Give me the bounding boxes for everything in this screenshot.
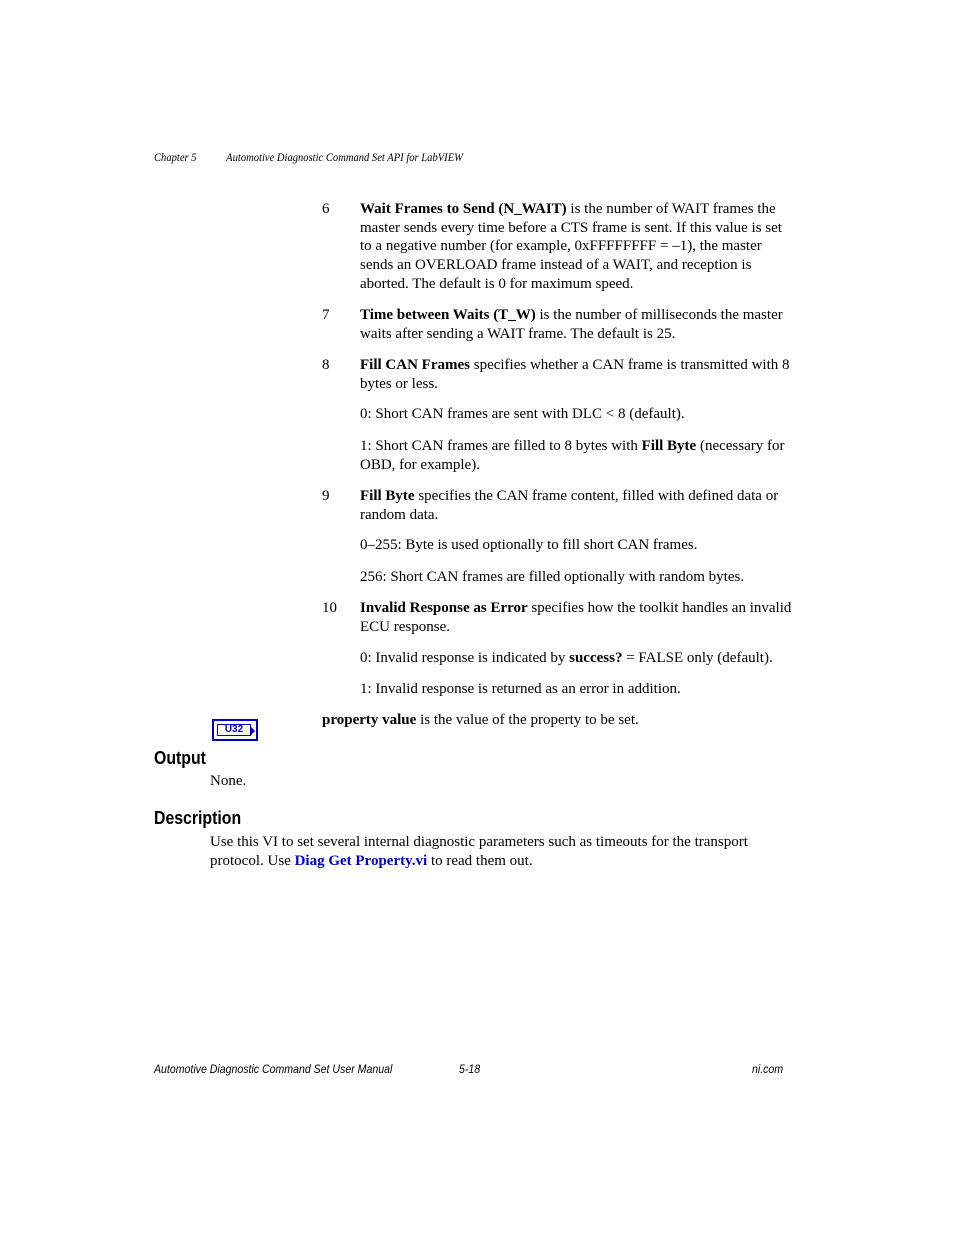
item-number: 8	[322, 357, 330, 373]
chapter-title: Automotive Diagnostic Command Set API for LabVIEW	[226, 150, 463, 164]
item-term: Wait Frames to Send (N_WAIT)	[360, 201, 567, 217]
diag-get-property-link[interactable]: Diag Get Property.vi	[294, 852, 428, 869]
item-text: specifies how the toolkit handles an invalid ECU response.	[360, 600, 792, 635]
item-term: Time between Waits (T_W)	[360, 307, 536, 323]
list-item-8	[322, 356, 792, 393]
item-number: 6	[322, 201, 330, 217]
option-text: 1: Short CAN frames are filled to 8 bytes with Fill Byte (necessary for OBD, for example).	[360, 438, 785, 473]
footer-page-number: 5-18	[459, 1062, 481, 1076]
item-number: 7	[322, 307, 330, 323]
description-heading: Description	[154, 808, 242, 828]
item-text: is the number of milliseconds the master waits after sending a WAIT frame. The default is 25.	[360, 307, 783, 342]
list-item-6	[322, 200, 792, 294]
page-header	[154, 150, 463, 165]
list-item-9	[322, 487, 792, 524]
item-term: Fill CAN Frames	[360, 357, 470, 373]
item-number: 9	[322, 488, 330, 504]
option-text: 0: Invalid response is indicated by success? = FALSE only (default).	[360, 650, 773, 666]
description-text: Use this VI to set several internal diagnostic parameters such as timeouts for the transport protocol. Use Diag Get Property.vi to read them out.	[210, 834, 748, 869]
item-text: is the number of WAIT frames the master sends every time before a CTS frame is sent. If this value is set to a negative number (for example, 0xFFFFFFFF = –1), the master sends an OVERLOAD frame instead of a WAIT, and reception is aborted. The default is 0 for maximum speed.	[360, 201, 782, 292]
item-text: specifies whether a CAN frame is transmitted with 8 bytes or less.	[360, 357, 790, 392]
terminal-label: U32	[217, 724, 251, 736]
item-term: Invalid Response as Error	[360, 600, 528, 616]
item-text: specifies the CAN frame content, filled with defined data or random data.	[360, 488, 779, 523]
option-text: 256: Short CAN frames are filled optionally with random bytes.	[360, 569, 745, 585]
output-heading: Output	[154, 748, 206, 768]
item-term: Fill Byte	[360, 488, 415, 504]
list-item-7	[322, 306, 792, 343]
option-text: 0: Short CAN frames are sent with DLC < 8 (default).	[360, 406, 685, 422]
list-item-10	[322, 599, 792, 636]
u32-terminal-icon	[212, 719, 258, 741]
item-number: 10	[322, 600, 337, 616]
chapter-label: Chapter 5	[154, 150, 197, 164]
property-value-description: property value is the value of the property to be set.	[322, 712, 639, 728]
footer-site: ni.com	[752, 1062, 784, 1076]
property-term: property value	[322, 712, 417, 728]
option-text: 1: Invalid response is returned as an error in addition.	[360, 681, 681, 697]
terminal-arrow-icon	[251, 727, 255, 735]
option-text: 0–255: Byte is used optionally to fill short CAN frames.	[360, 537, 698, 553]
output-text: None.	[210, 773, 247, 789]
footer-manual-title: Automotive Diagnostic Command Set User Manual	[154, 1062, 393, 1076]
